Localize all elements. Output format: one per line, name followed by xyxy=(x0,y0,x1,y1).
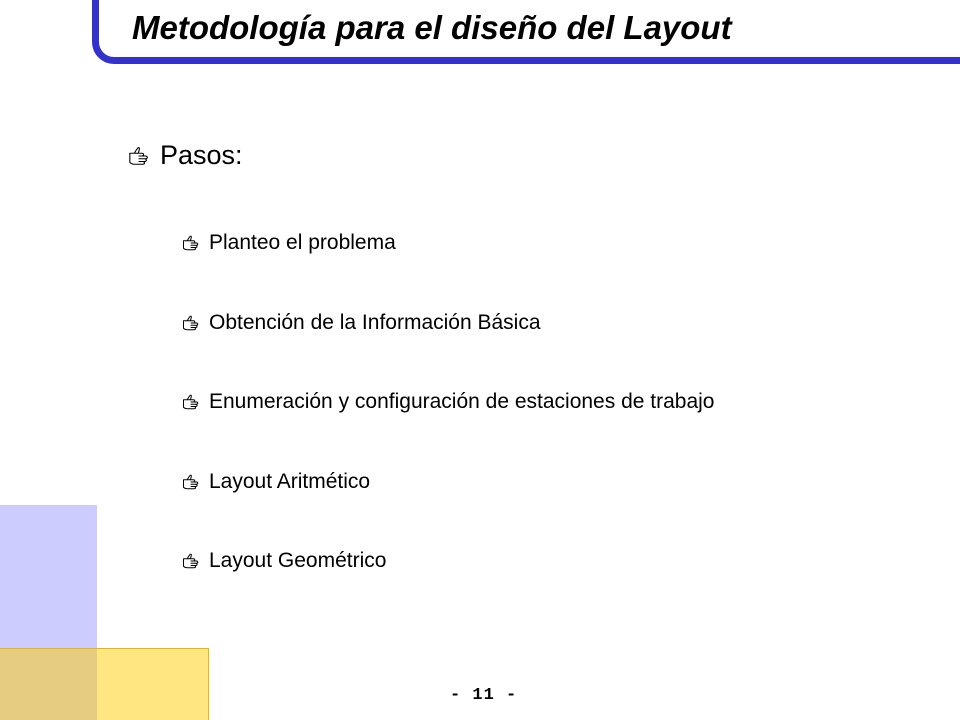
main-bullet-label: Pasos: xyxy=(160,140,243,170)
pointing-hand-icon xyxy=(182,393,200,411)
steps-list xyxy=(182,226,714,624)
pointing-hand-icon xyxy=(182,552,200,570)
decorative-olive-square xyxy=(0,648,97,720)
list-item xyxy=(182,306,714,340)
list-item xyxy=(182,544,714,578)
step-label: Layout Aritmético xyxy=(209,469,371,493)
slide-title: Metodología para el diseño del Layout xyxy=(132,9,732,46)
list-item xyxy=(182,465,714,499)
step-label: Obtención de la Información Básica xyxy=(209,310,541,334)
main-bullet xyxy=(128,140,243,171)
pointing-hand-icon xyxy=(182,234,200,252)
pointing-hand-icon xyxy=(128,145,150,167)
list-item xyxy=(182,385,714,419)
pointing-hand-icon xyxy=(182,314,200,332)
step-label: Planteo el problema xyxy=(209,231,396,254)
step-label: Layout Geométrico xyxy=(209,549,387,572)
page-number: - 11 - xyxy=(450,686,518,705)
pointing-hand-icon xyxy=(182,473,200,491)
decorative-yellow-square xyxy=(97,648,209,720)
list-item xyxy=(182,226,714,260)
step-label: Enumeración y configuración de estaciones de trabajo xyxy=(209,390,715,413)
